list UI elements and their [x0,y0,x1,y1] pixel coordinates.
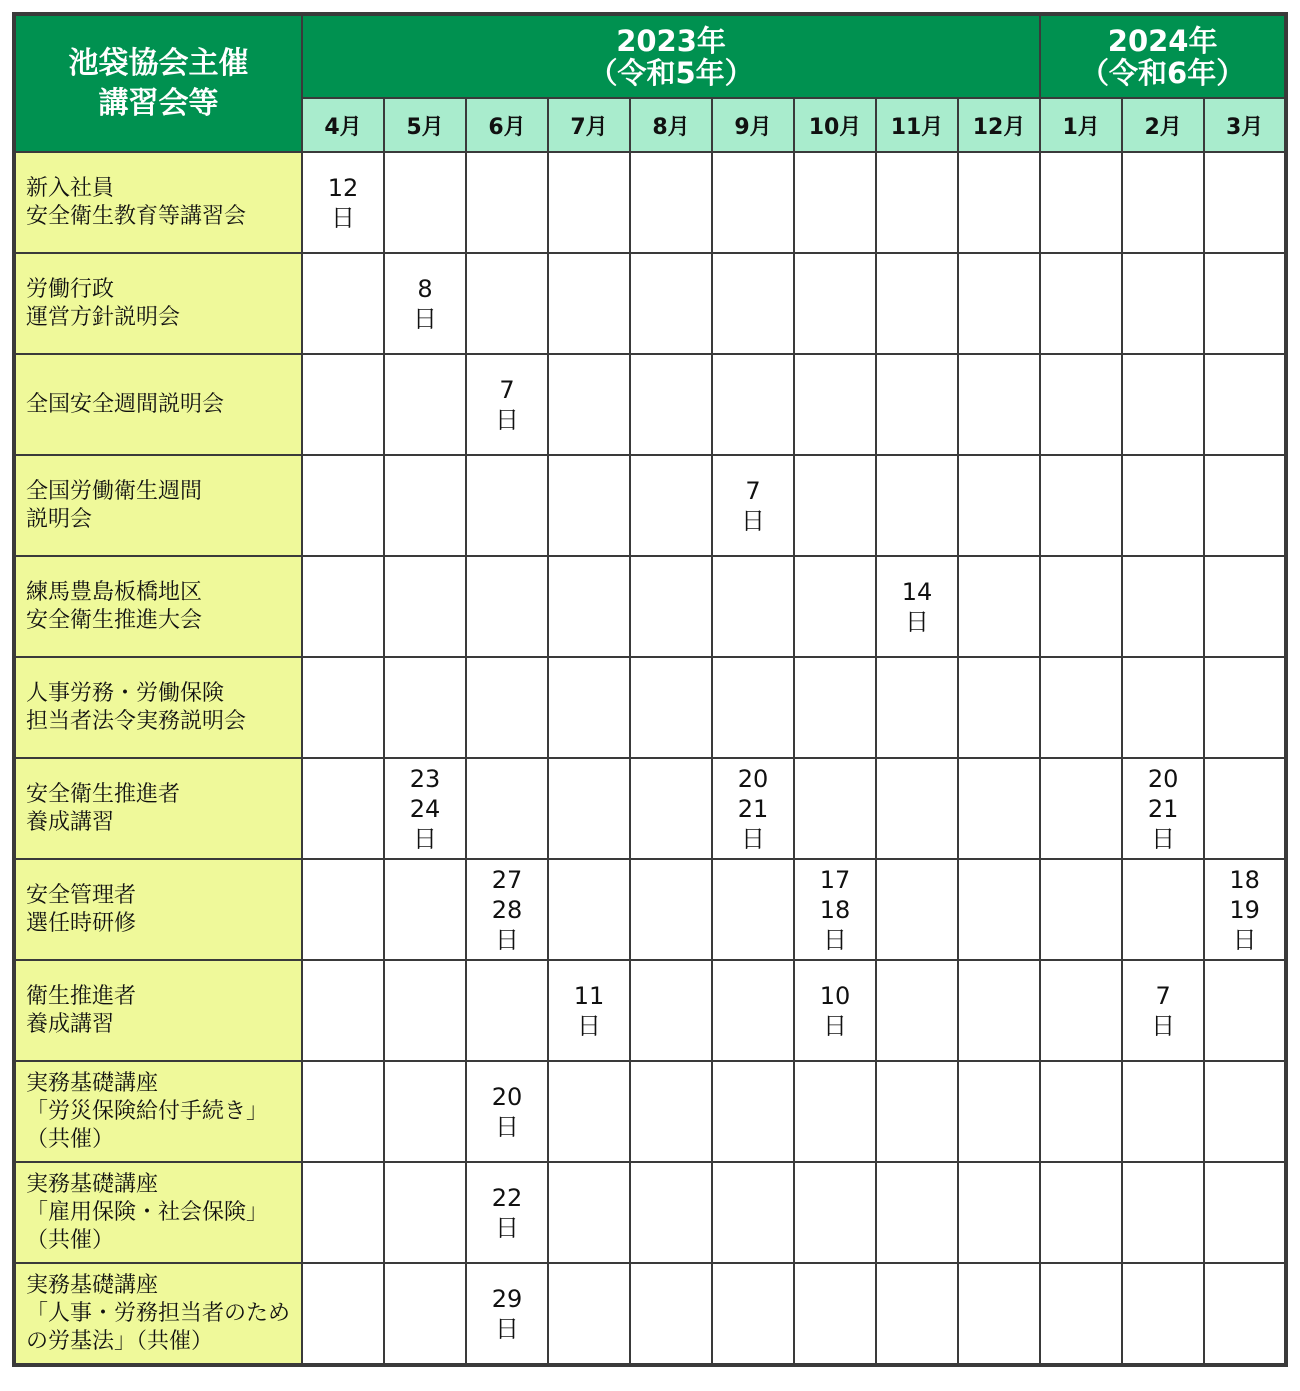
date-cell [630,152,712,253]
event-name-line: 選任時研修 [26,910,137,936]
date-cell [1204,960,1286,1061]
date-line: 日 [577,1011,601,1040]
event-name-line: 養成講習 [26,1011,115,1037]
date-line: 10 [819,981,851,1010]
date-cell [548,657,630,758]
date-cell [384,1162,466,1263]
date-line: 日 [495,1213,519,1242]
date-line: 日 [741,506,765,535]
date-line: 8 [417,274,433,303]
date-cell [1204,455,1286,556]
event-name-line: の労基法」（共催） [26,1328,214,1354]
date-cell [548,1162,630,1263]
date-cell [466,1263,548,1365]
schedule-body [14,152,1286,1365]
date-cell [1204,657,1286,758]
table-row [14,1263,1286,1365]
date-line: 23 [409,764,441,793]
event-name-line: 安全衛生教育等講習会 [26,203,247,229]
date-cell [630,960,712,1061]
date-cell [712,1263,794,1365]
date-cell [466,960,548,1061]
date-cell [876,1061,958,1162]
date-cell [794,152,876,253]
date-line: 日 [331,203,355,232]
event-name-line: 実務基礎講座 [26,1070,159,1096]
date-line: 19 [1229,895,1260,924]
year-header [1040,14,1286,98]
event-name-line: 全国安全週間説明会 [26,391,225,417]
month-header: 11月 [876,98,958,152]
event-name-line: 人事労務・労働保険 [26,680,225,706]
table-row [14,354,1286,455]
date-cell [384,758,466,859]
date-cell [384,1263,466,1365]
date-cell [958,1263,1040,1365]
month-header: 10月 [794,98,876,152]
table-row [14,455,1286,556]
date-cell [548,960,630,1061]
event-name [14,1061,302,1162]
month-header: 3月 [1204,98,1286,152]
date-line: 日 [495,925,519,954]
date-cell [384,960,466,1061]
date-line: 12 [327,173,359,202]
date-cell [466,253,548,354]
corner-title-line: 講習会等 [98,85,219,121]
event-name [14,657,302,758]
event-name-line: 安全管理者 [26,882,137,908]
date-cell [302,960,384,1061]
date-cell [1204,556,1286,657]
table-row [14,152,1286,253]
date-cell [630,1263,712,1365]
event-name-line: 衛生推進者 [26,983,137,1009]
date-cell [384,455,466,556]
date-cell [630,253,712,354]
event-name [14,354,302,455]
date-line: 日 [1151,824,1176,853]
event-name-line: （共催） [26,1126,115,1152]
table-row [14,1162,1286,1263]
date-line: 日 [1232,925,1257,954]
event-name [14,152,302,253]
date-cell [466,1061,548,1162]
table-row [14,859,1286,960]
event-name-line: 「労災保険給付手続き」 [26,1098,269,1124]
date-cell [1122,455,1204,556]
date-cell [548,152,630,253]
date-cell [876,556,958,657]
date-cell [630,354,712,455]
date-cell [876,152,958,253]
year-header-row [14,14,1286,98]
table-row [14,960,1286,1061]
date-cell [466,1162,548,1263]
date-cell [548,354,630,455]
date-cell [712,1061,794,1162]
date-line: 日 [413,304,437,333]
date-cell [1204,758,1286,859]
date-cell [712,657,794,758]
date-line: 20 [1147,764,1179,793]
date-line: 22 [491,1183,523,1212]
event-name-line: 「雇用保険・社会保険」 [26,1199,269,1225]
date-cell [712,556,794,657]
date-cell [1204,1263,1286,1365]
date-cell [384,253,466,354]
corner-title [14,14,302,152]
date-cell [794,1061,876,1162]
event-name [14,556,302,657]
date-cell [1122,657,1204,758]
date-line: 日 [1151,1011,1176,1040]
date-cell [1040,1162,1122,1263]
date-cell [794,354,876,455]
date-cell [548,1263,630,1365]
date-cell [958,253,1040,354]
date-cell [794,556,876,657]
date-line: 28 [491,895,523,924]
event-name-line: 安全衛生推進大会 [26,607,203,633]
date-cell [958,1162,1040,1263]
date-cell [1040,152,1122,253]
date-cell [1122,1263,1204,1365]
date-line: 20 [737,764,769,793]
date-cell [384,354,466,455]
date-cell [958,556,1040,657]
date-cell [794,1263,876,1365]
date-cell [384,556,466,657]
date-cell [466,455,548,556]
date-cell [384,859,466,960]
event-name [14,758,302,859]
date-cell [1122,152,1204,253]
date-cell [630,455,712,556]
date-cell [1204,859,1286,960]
date-cell [630,859,712,960]
date-cell [712,859,794,960]
month-header: 9月 [712,98,794,152]
event-name-line: 養成講習 [26,809,115,835]
month-header: 5月 [384,98,466,152]
date-cell [466,556,548,657]
date-cell [876,657,958,758]
table-row [14,556,1286,657]
date-cell [302,758,384,859]
date-cell [384,657,466,758]
schedule-table [12,12,1288,1367]
date-cell [548,556,630,657]
date-cell [302,1162,384,1263]
date-cell [794,859,876,960]
date-cell [876,859,958,960]
event-name-line: （共催） [26,1227,115,1253]
date-line: 21 [737,794,769,823]
date-cell [1040,354,1122,455]
event-name-line: 練馬豊島板橋地区 [26,579,203,605]
date-cell [876,1263,958,1365]
date-line: 日 [823,1011,847,1040]
year-header-line: 2024年 [1107,23,1218,58]
event-name-line: 新入社員 [26,175,115,201]
date-cell [302,1263,384,1365]
date-cell [630,1162,712,1263]
event-name [14,455,302,556]
date-cell [712,354,794,455]
date-cell [1040,859,1122,960]
date-cell [548,253,630,354]
date-cell [794,455,876,556]
table-row [14,253,1286,354]
event-name-line: 安全衛生推進者 [26,781,181,807]
date-line: 27 [491,865,523,894]
event-name [14,960,302,1061]
date-line: 11 [573,981,605,1010]
year-header [302,14,1040,98]
date-cell [548,1061,630,1162]
date-cell [876,455,958,556]
event-name-line: 運営方針説明会 [26,304,181,330]
date-cell [712,960,794,1061]
date-line: 7 [499,375,515,404]
date-cell [794,657,876,758]
event-name-line: 実務基礎講座 [26,1272,159,1298]
year-header-line: （令和6年） [1080,55,1246,90]
date-cell [876,354,958,455]
event-name [14,1263,302,1365]
date-cell [302,657,384,758]
date-cell [1040,253,1122,354]
date-line: 日 [741,824,765,853]
date-cell [302,152,384,253]
date-cell [958,960,1040,1061]
date-cell [1122,253,1204,354]
date-cell [1040,1061,1122,1162]
table-row [14,758,1286,859]
date-cell [302,354,384,455]
date-cell [302,1061,384,1162]
date-line: 日 [823,925,847,954]
date-cell [548,758,630,859]
date-cell [1122,758,1204,859]
date-cell [1040,556,1122,657]
date-cell [712,758,794,859]
month-header: 2月 [1122,98,1204,152]
month-header: 7月 [548,98,630,152]
event-name [14,1162,302,1263]
date-cell [876,758,958,859]
event-name [14,859,302,960]
date-cell [794,1162,876,1263]
date-cell [876,253,958,354]
date-cell [794,253,876,354]
event-name [14,253,302,354]
date-cell [384,152,466,253]
date-cell [548,455,630,556]
year-header-line: 2023年 [616,23,726,58]
date-cell [876,960,958,1061]
event-name-line: 説明会 [26,506,93,532]
date-cell [794,758,876,859]
date-cell [1122,556,1204,657]
date-cell [712,253,794,354]
month-header: 12月 [958,98,1040,152]
month-header: 6月 [466,98,548,152]
event-name-line: 実務基礎講座 [26,1171,159,1197]
date-cell [1040,657,1122,758]
date-cell [630,657,712,758]
date-cell [712,152,794,253]
month-header: 8月 [630,98,712,152]
date-line: 18 [1229,865,1260,894]
date-line: 21 [1147,794,1179,823]
date-cell [794,960,876,1061]
date-cell [1204,253,1286,354]
date-cell [466,354,548,455]
event-name-line: 担当者法令実務説明会 [26,708,247,734]
date-line: 日 [495,405,519,434]
date-cell [466,152,548,253]
month-header: 1月 [1040,98,1122,152]
date-cell [958,657,1040,758]
date-line: 18 [819,895,851,924]
date-cell [1122,960,1204,1061]
event-name-line: 全国労働衛生週間 [26,478,203,504]
date-cell [1122,354,1204,455]
date-cell [1040,960,1122,1061]
date-cell [1122,1061,1204,1162]
date-cell [1040,758,1122,859]
date-cell [466,859,548,960]
date-cell [958,354,1040,455]
date-line: 7 [1155,981,1171,1010]
date-cell [1204,354,1286,455]
date-cell [548,859,630,960]
date-line: 7 [745,476,761,505]
date-cell [1204,1162,1286,1263]
date-cell [466,758,548,859]
date-cell [876,1162,958,1263]
date-cell [302,253,384,354]
date-line: 日 [413,824,437,853]
date-cell [958,455,1040,556]
event-name-line: 「人事・労務担当者のため [26,1300,291,1326]
date-cell [1040,455,1122,556]
date-cell [302,455,384,556]
date-cell [958,859,1040,960]
date-line: 14 [901,577,933,606]
date-cell [1204,1061,1286,1162]
date-line: 17 [819,865,851,894]
year-header-line: （令和5年） [588,55,754,90]
table-row [14,657,1286,758]
date-cell [630,556,712,657]
date-line: 20 [491,1082,523,1111]
date-line: 日 [495,1314,519,1343]
date-cell [958,758,1040,859]
date-cell [712,455,794,556]
date-cell [1040,1263,1122,1365]
date-cell [630,1061,712,1162]
month-header: 4月 [302,98,384,152]
corner-title-line: 池袋協会主催 [68,45,249,81]
date-cell [302,556,384,657]
table-row [14,1061,1286,1162]
event-name-line: 労働行政 [26,276,115,302]
date-line: 日 [495,1112,519,1141]
date-cell [958,1061,1040,1162]
date-cell [1122,1162,1204,1263]
date-cell [1204,152,1286,253]
date-line: 日 [905,607,929,636]
date-cell [1122,859,1204,960]
date-cell [466,657,548,758]
date-line: 29 [491,1284,523,1313]
date-cell [958,152,1040,253]
date-cell [302,859,384,960]
date-line: 24 [409,794,441,823]
date-cell [712,1162,794,1263]
date-cell [630,758,712,859]
date-cell [384,1061,466,1162]
